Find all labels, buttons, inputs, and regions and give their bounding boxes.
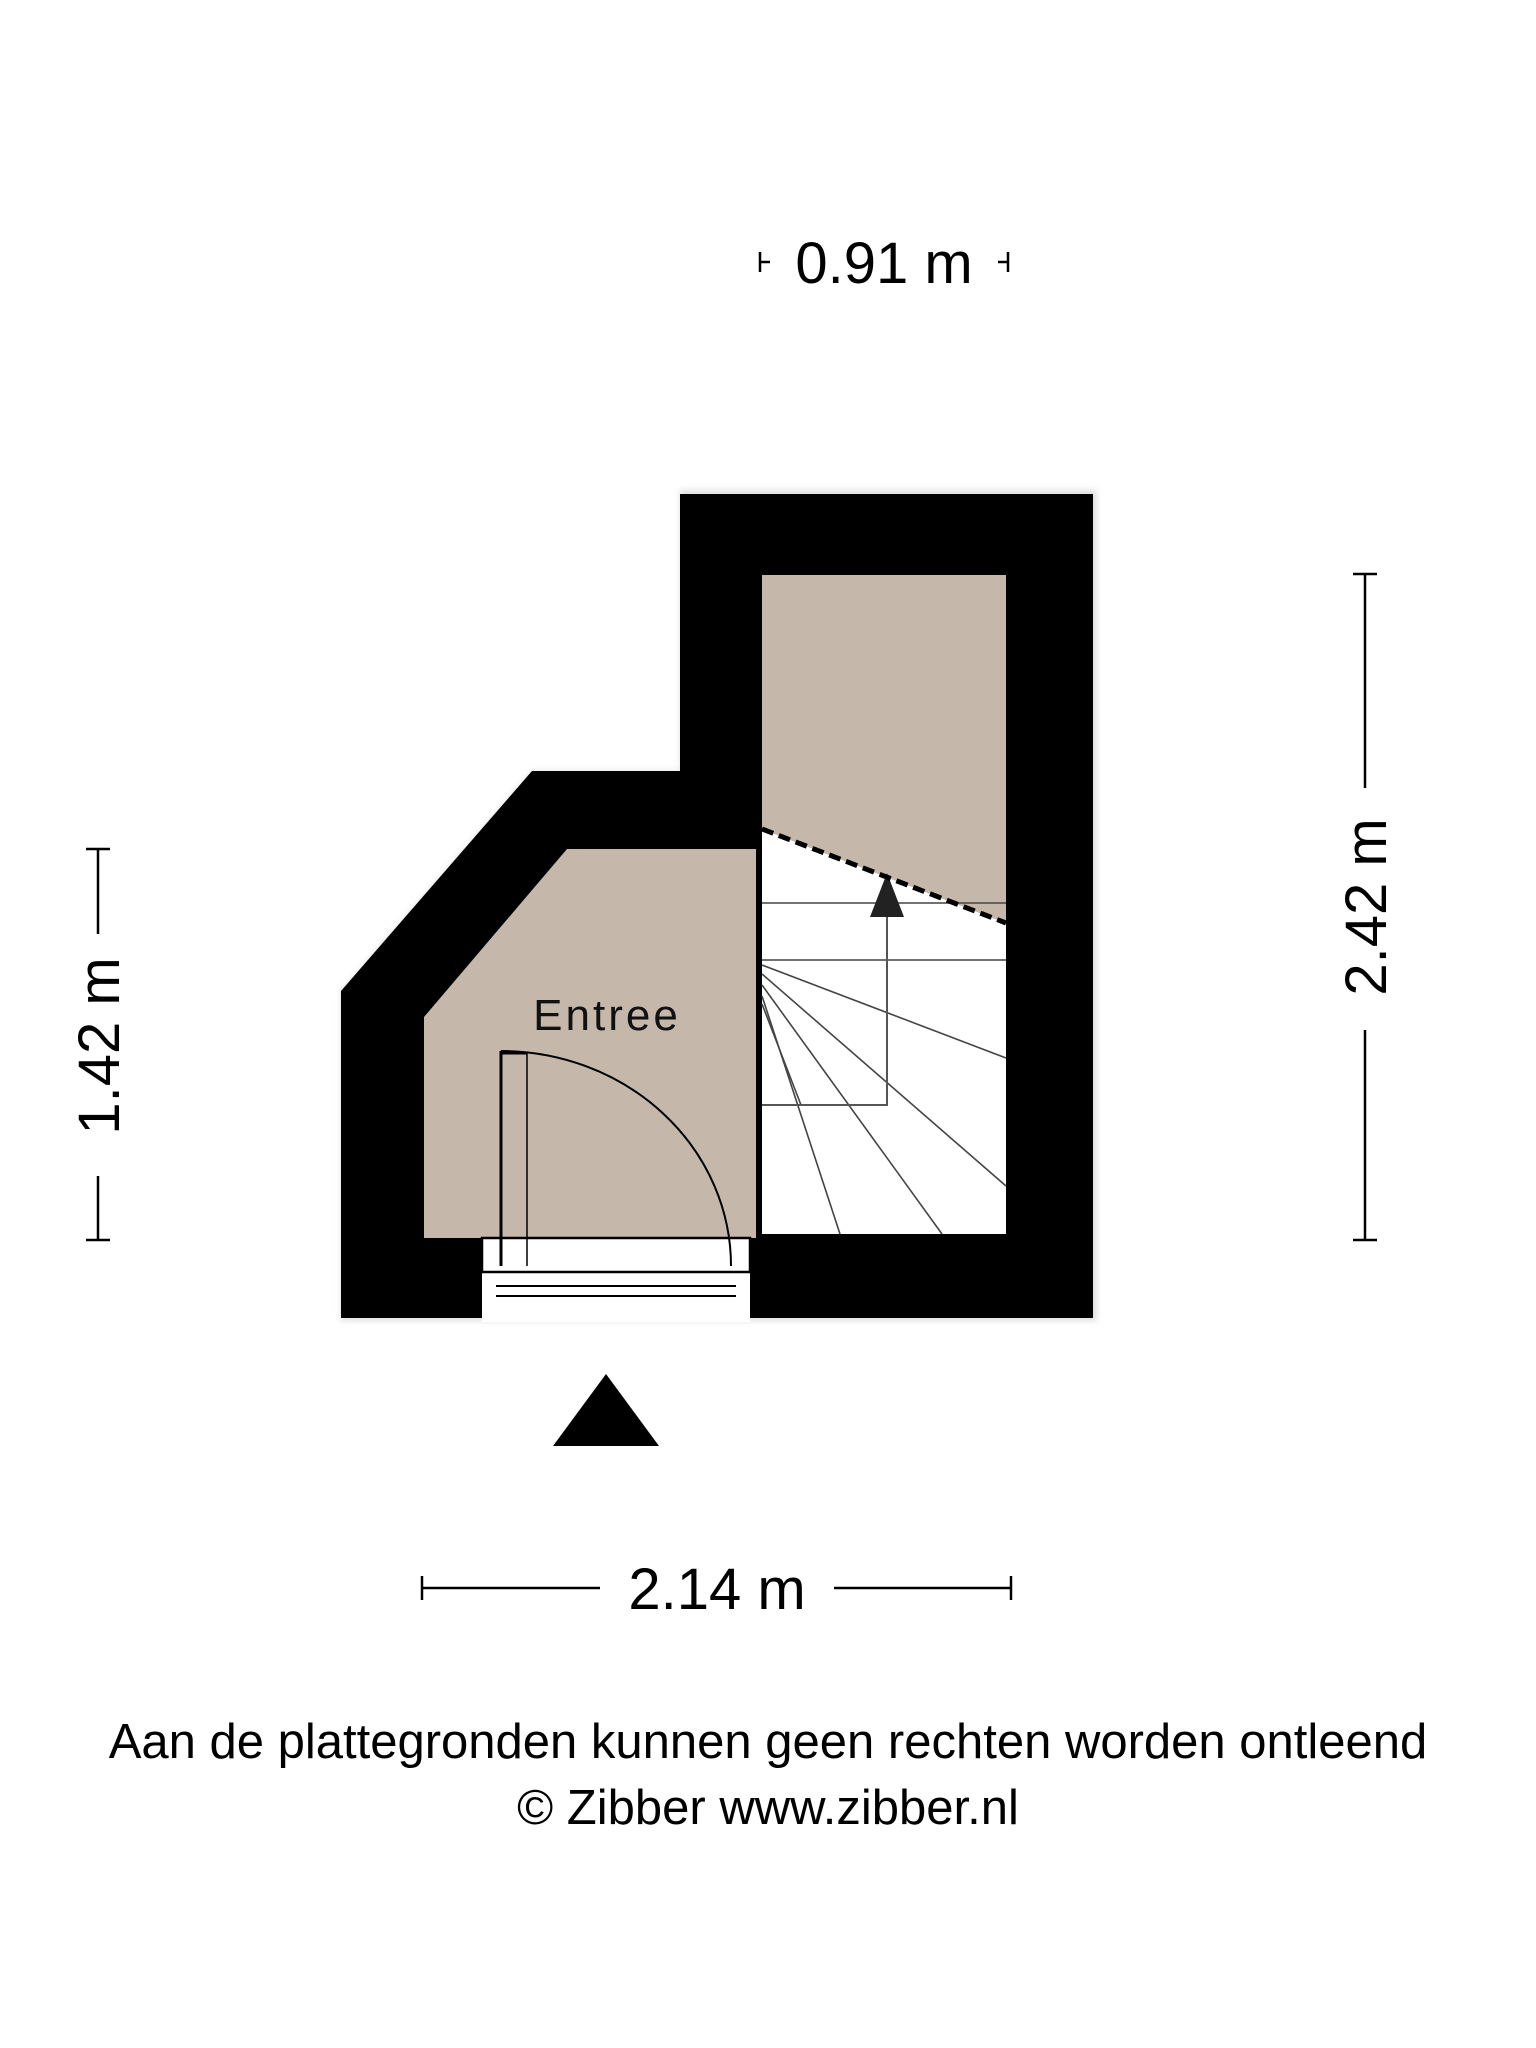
- entrance-opening: [482, 1238, 750, 1322]
- entrance-arrow-icon: [553, 1374, 659, 1446]
- dimension-top-label: 0.91 m: [795, 231, 973, 296]
- dimension-bottom-label: 2.14 m: [628, 1557, 806, 1622]
- copyright-text: © Zibber www.zibber.nl: [517, 1781, 1019, 1835]
- dimension-top: [760, 231, 1008, 296]
- room-label-entree: Entree: [533, 991, 681, 1040]
- dimension-right-label: 2.42 m: [1334, 818, 1399, 996]
- dimension-left-label: 1.42 m: [67, 957, 132, 1135]
- disclaimer-text: Aan de plattegronden kunnen geen rechten worden ontleend: [108, 1715, 1428, 1769]
